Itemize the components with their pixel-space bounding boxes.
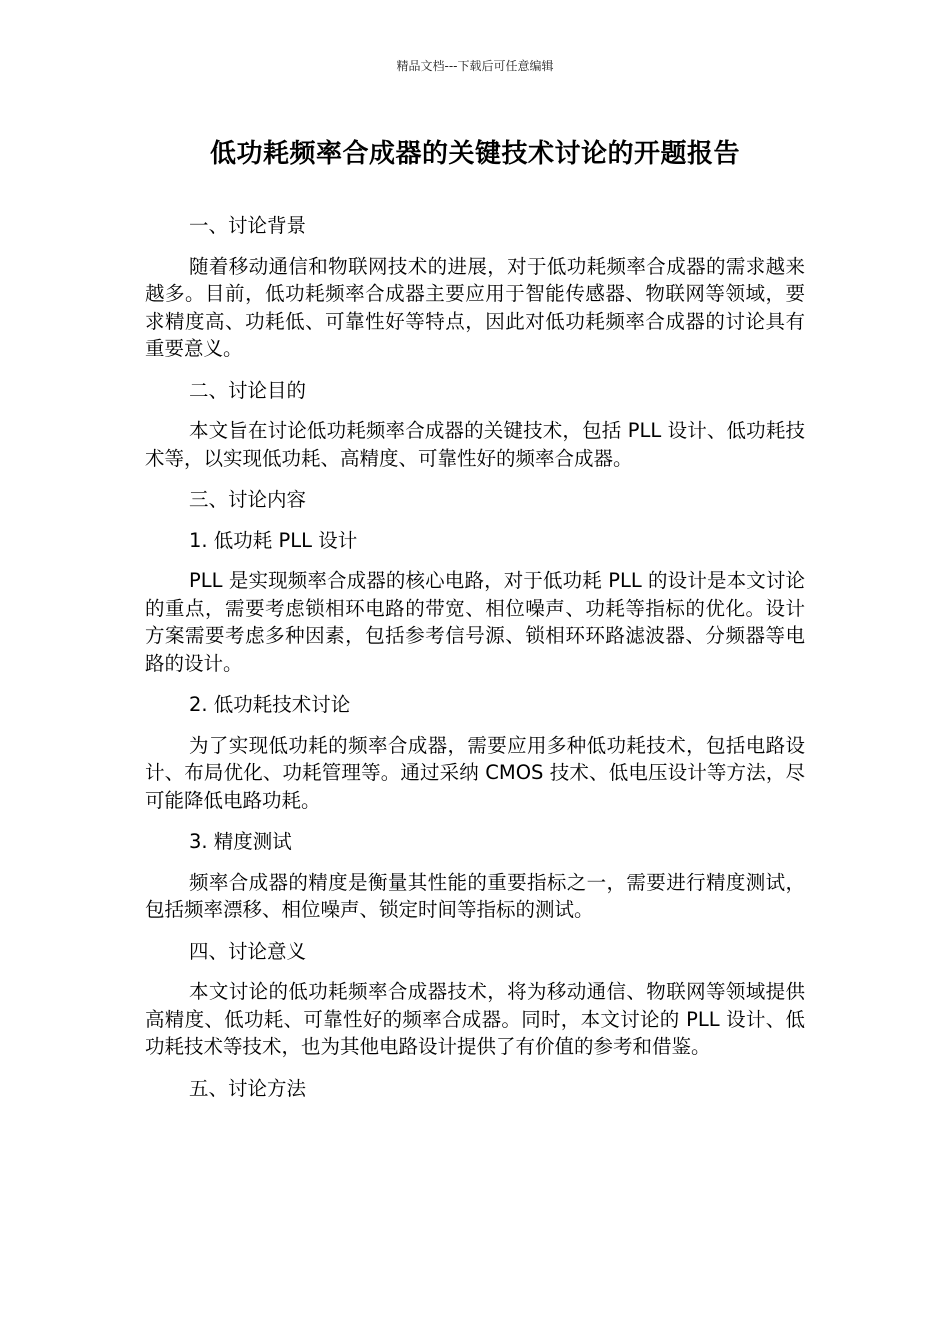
paragraph-precision-test: 频率合成器的精度是衡量其性能的重要指标之一，需要进行精度测试，包括频率漂移、相位噪声、锁定时间等指标的测试。 — [145, 870, 805, 921]
page-header: 精品文档---下载后可任意编辑 — [396, 59, 554, 73]
section-heading-background: 一、讨论背景 — [189, 214, 307, 237]
paragraph-purpose: 本文旨在讨论低功耗频率合成器的关键技术，包括 PLL 设计、低功耗技术等，以实现低功耗、高精度、可靠性好的频率合成器。 — [145, 419, 805, 470]
subsection-heading-precision-test: 3. 精度测试 — [189, 830, 292, 853]
section-heading-purpose: 二、讨论目的 — [189, 378, 307, 402]
document-title: 低功耗频率合成器的关键技术讨论的开题报告 — [209, 139, 740, 169]
section-heading-method: 五、讨论方法 — [189, 1076, 307, 1100]
paragraph-pll-design: PLL 是实现频率合成器的核心电路，对于低功耗 PLL 的设计是本文讨论的重点，需要考虑锁相环电路的带宽、相位噪声、功耗等指标的优化。设计方案需要考虑多种因素，包括参考信号源、锁相环环路滤波器、分频器等电路的设计。 — [145, 569, 805, 675]
section-heading-significance: 四、讨论意义 — [189, 939, 307, 963]
paragraph-background: 随着移动通信和物联网技术的进展，对于低功耗频率合成器的需求越来越多。目前，低功耗频率合成器主要应用于智能传感器、物联网等领域，要求精度高、功耗低、可靠性好等特点，因此对低功耗频率合成器的讨论具有重要意义。 — [145, 254, 805, 360]
subsection-heading-low-power: 2. 低功耗技术讨论 — [189, 693, 351, 716]
subsection-heading-pll-design: 1. 低功耗 PLL 设计 — [189, 528, 358, 552]
document-body — [145, 212, 805, 1115]
paragraph-significance: 本文讨论的低功耗频率合成器技术，将为移动通信、物联网等领域提供高精度、低功耗、可靠性好的频率合成器。同时，本文讨论的 PLL 设计、低功耗技术等技术，也为其他电路设计提供了有价值的参考和借鉴。 — [145, 980, 805, 1058]
section-heading-content: 三、讨论内容 — [189, 488, 307, 511]
paragraph-low-power: 为了实现低功耗的频率合成器，需要应用多种低功耗技术，包括电路设计、布局优化、功耗管理等。通过采纳 CMOS 技术、低电压设计等方法，尽可能降低电路功耗。 — [145, 733, 805, 812]
